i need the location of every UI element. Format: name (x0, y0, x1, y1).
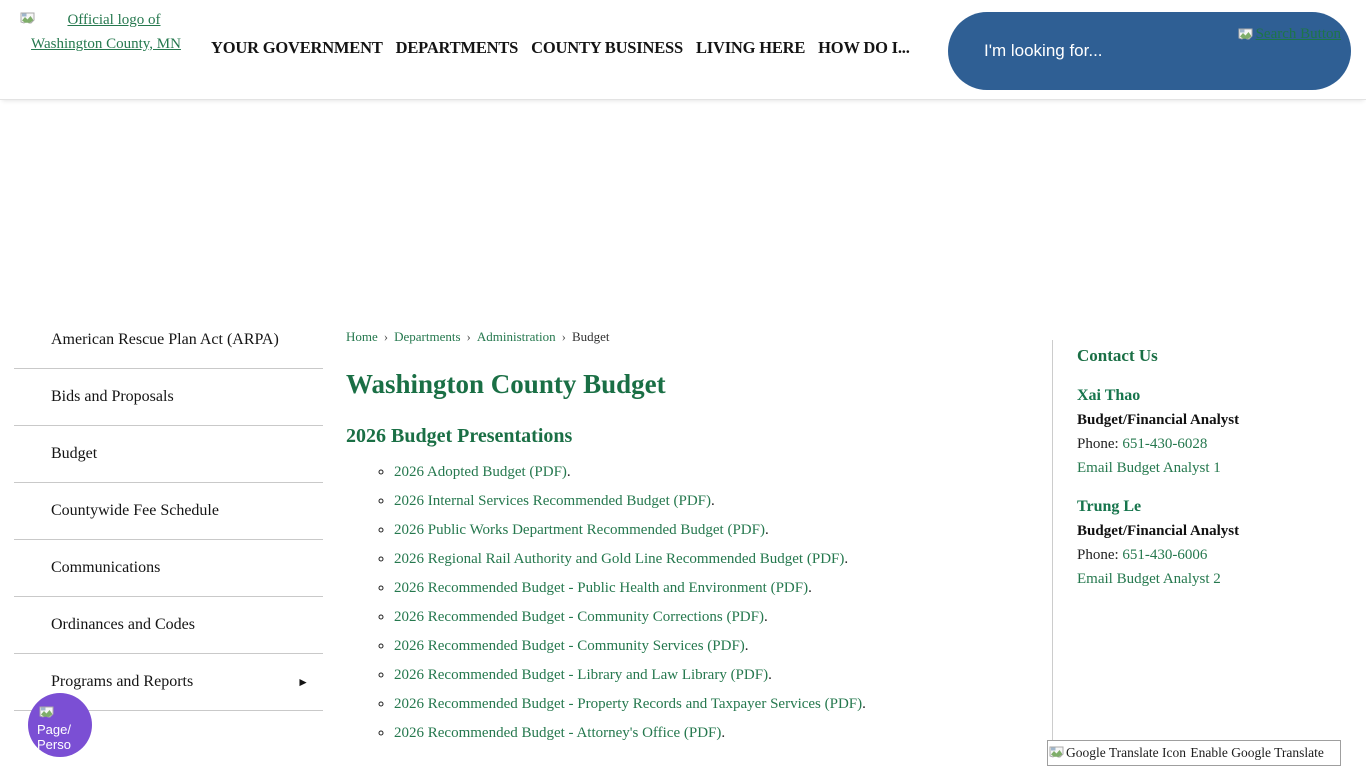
sidebar-item-label: Budget (51, 445, 98, 462)
submenu-arrow-icon: ► (297, 675, 309, 689)
budget-document-list (346, 462, 1046, 743)
nav-item-living-here[interactable]: LIVING HERE (695, 38, 806, 57)
pdf-link-adopted-budget[interactable]: 2026 Adopted Budget (PDF) (394, 464, 567, 480)
contact-us-panel (1052, 340, 1344, 740)
sidebar-item-countywide-fee-schedule[interactable] (14, 483, 323, 540)
section-heading: 2026 Budget Presentations (346, 425, 573, 447)
link-suffix: . (744, 638, 749, 654)
contact-person (1077, 387, 1344, 477)
search-bar (948, 12, 1351, 90)
search-input[interactable] (984, 36, 1214, 66)
link-suffix: . (764, 522, 769, 538)
list-item (394, 462, 1046, 482)
nav-item-departments[interactable]: DEPARTMENTS (395, 38, 519, 57)
pdf-link-community-services[interactable]: 2026 Recommended Budget - Community Services (PDF) (394, 638, 745, 654)
contact-name: Xai Thao (1077, 387, 1141, 404)
breadcrumb-separator: › (561, 329, 566, 344)
pdf-link-library[interactable]: 2026 Recommended Budget - Library and Law Library (PDF) (394, 667, 769, 683)
email-link[interactable]: Email Budget Analyst 2 (1077, 571, 1221, 587)
page-personalization-button[interactable] (28, 693, 92, 757)
contact-heading: Contact Us (1077, 346, 1158, 365)
list-item (394, 491, 1046, 511)
pdf-link-regional-rail[interactable]: 2026 Regional Rail Authority and Gold Line Recommended Budget (PDF) (394, 551, 845, 567)
link-suffix: . (844, 551, 849, 567)
site-header (0, 0, 1366, 100)
breadcrumb-administration[interactable]: Administration (476, 329, 556, 344)
sidebar-item-label: Programs and Reports (51, 673, 194, 690)
sidebar-item-label: Bids and Proposals (51, 388, 174, 405)
list-item (394, 723, 1046, 743)
breadcrumb-current: Budget (571, 329, 610, 344)
page-title: Washington County Budget (346, 369, 666, 399)
link-suffix: . (721, 725, 726, 741)
sidebar-item-label: Communications (51, 559, 161, 576)
contact-name: Trung Le (1077, 498, 1142, 515)
link-suffix: . (711, 493, 715, 509)
personalization-label-line2: Perso (37, 736, 71, 752)
search-button-alt-text: Search Button (1255, 26, 1341, 42)
contact-title: Budget/Financial Analyst (1077, 412, 1240, 428)
breadcrumb-departments[interactable]: Departments (394, 329, 461, 344)
sidebar-item-ordinances-and-codes[interactable] (14, 597, 323, 654)
pdf-link-public-health[interactable]: 2026 Recommended Budget - Public Health and Environment (PDF) (394, 580, 809, 596)
nav-item-your-government[interactable]: YOUR GOVERNMENT (211, 38, 383, 57)
pdf-link-community-corrections[interactable]: 2026 Recommended Budget - Community Corrections (PDF) (394, 609, 764, 625)
translate-label: Enable Google Translate (1190, 745, 1324, 760)
contact-phone-row (1077, 436, 1344, 453)
contact-phone-row (1077, 547, 1344, 564)
broken-image-icon (1238, 27, 1254, 43)
phone-label: Phone: (1077, 547, 1119, 563)
main-content (346, 329, 1046, 752)
phone-link[interactable]: 651-430-6006 (1122, 547, 1208, 563)
list-item (394, 578, 1046, 598)
broken-image-icon (20, 11, 36, 27)
translate-icon-alt-text: Google Translate Icon (1066, 745, 1186, 760)
phone-link[interactable]: 651-430-6028 (1122, 436, 1208, 452)
broken-image-icon (39, 705, 55, 721)
google-translate-widget[interactable] (1047, 740, 1341, 766)
pdf-link-property-records[interactable]: 2026 Recommended Budget - Property Records and Taxpayer Services (PDF) (394, 696, 863, 712)
broken-image-icon (1049, 745, 1065, 761)
pdf-link-public-works[interactable]: 2026 Public Works Department Recommended Budget (PDF) (394, 522, 765, 538)
list-item (394, 549, 1046, 569)
breadcrumb-home[interactable]: Home (346, 329, 378, 344)
list-item (394, 665, 1046, 685)
section-sidebar (14, 312, 323, 711)
email-link[interactable]: Email Budget Analyst 1 (1077, 460, 1221, 476)
logo-alt-text: Official logo of Washington County, MN (31, 12, 181, 52)
link-suffix: . (808, 580, 812, 596)
list-item (394, 694, 1046, 714)
link-suffix: . (763, 609, 768, 625)
breadcrumb-separator: › (466, 329, 471, 344)
list-item (394, 520, 1046, 540)
sidebar-item-label: Ordinances and Codes (51, 616, 195, 633)
link-suffix: . (768, 667, 772, 683)
personalization-label-line1: Page/ (37, 721, 71, 737)
pdf-link-internal-services[interactable]: 2026 Internal Services Recommended Budget (PDF) (394, 493, 712, 509)
contact-person (1077, 498, 1344, 588)
sidebar-item-bids-and-proposals[interactable] (14, 369, 323, 426)
main-nav (211, 38, 910, 58)
link-suffix: . (566, 464, 571, 480)
sidebar-item-communications[interactable] (14, 540, 323, 597)
phone-label: Phone: (1077, 436, 1119, 452)
search-button[interactable] (1238, 26, 1341, 43)
site-logo-link[interactable] (20, 8, 192, 56)
breadcrumb-separator: › (383, 329, 389, 344)
sidebar-item-label: American Rescue Plan Act (ARPA) (51, 331, 279, 348)
list-item (394, 636, 1046, 656)
nav-item-county-business[interactable]: COUNTY BUSINESS (531, 38, 683, 57)
list-item (394, 607, 1046, 627)
sidebar-item-arpa[interactable] (14, 312, 323, 369)
nav-item-how-do-i[interactable]: HOW DO I... (818, 38, 910, 57)
sidebar-item-label: Countywide Fee Schedule (51, 502, 219, 519)
sidebar-item-budget[interactable] (14, 426, 323, 483)
link-suffix: . (862, 696, 866, 712)
contact-title: Budget/Financial Analyst (1077, 523, 1240, 539)
pdf-link-attorneys-office[interactable]: 2026 Recommended Budget - Attorney's Office (PDF) (394, 725, 722, 741)
breadcrumb (346, 329, 1046, 345)
